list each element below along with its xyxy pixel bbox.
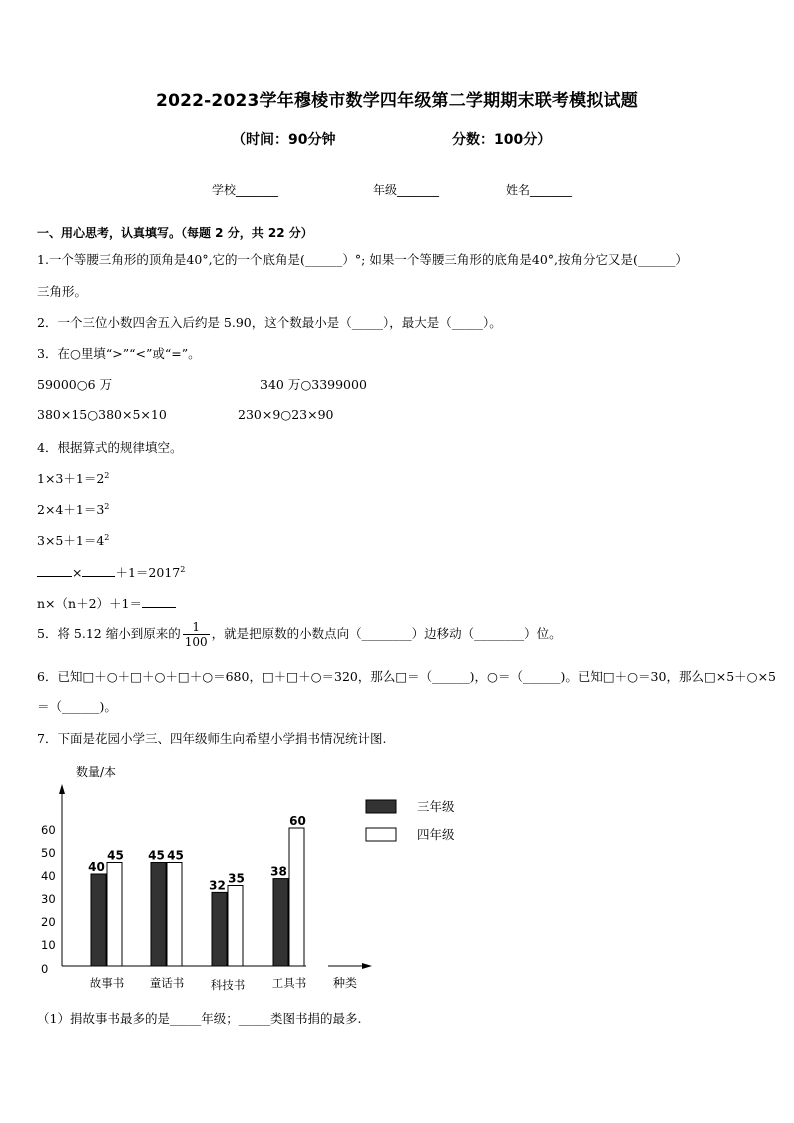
bar <box>273 879 288 966</box>
y-axis-label: 数量/本 <box>76 765 117 779</box>
y-tick-label: 60 <box>41 823 56 837</box>
question-7: 7．下面是花园小学三、四年级师生向希望小学捐书情况统计图. <box>37 731 387 746</box>
y-tick-label: 40 <box>41 869 56 883</box>
y-tick-label: 10 <box>41 938 56 952</box>
pattern-row-2: $2\times 4+1=3^2$ <box>37 501 110 517</box>
data-label: 45 <box>167 848 184 863</box>
bar <box>228 886 243 967</box>
legend-label: 四年级 <box>417 827 455 842</box>
question-6-line1: 6．已知□＋○＋□＋○＋□＋○＝680，□＋□＋○＝320，那么□＝（______)，○＝（______)。已知□＋○＝30，那么□×5＋○×5 <box>37 669 777 684</box>
y-tick-label: 20 <box>41 915 56 929</box>
bar <box>91 874 106 966</box>
school-field[interactable]: 学校_______ <box>212 183 279 197</box>
data-label: 60 <box>289 814 306 828</box>
bar <box>107 863 122 967</box>
exam-score: 分数：100分） <box>452 132 552 148</box>
pattern-row-4: × $+1=2017^2$ <box>37 563 185 581</box>
question-1-line1: 1.一个等腰三角形的顶角是40°,它的一个底角是(______）°; 如果一个等腰三角形的底角是40°,按角分它又是(______） <box>37 252 688 267</box>
answer-blank[interactable] <box>37 564 72 577</box>
exam-time: （时间：90分钟 <box>232 132 336 148</box>
data-label: 40 <box>88 860 105 874</box>
x-axis-gap <box>306 964 328 968</box>
bar <box>212 892 227 966</box>
data-label: 45 <box>148 848 165 863</box>
question-3c: 380×15○380×5×10 <box>37 407 167 422</box>
pattern-row-1: $1\times 3+1=2^2$ <box>37 470 110 486</box>
y-axis-arrow <box>59 784 65 794</box>
category-label: 工具书 <box>271 976 307 990</box>
data-label: 35 <box>228 871 245 886</box>
name-field[interactable]: 姓名_______ <box>506 183 573 197</box>
data-label: 45 <box>107 848 124 863</box>
data-label: 32 <box>209 878 226 893</box>
answer-blank[interactable] <box>142 595 176 608</box>
question-3: 3．在○里填“>”“<”或“=”。 <box>37 346 201 361</box>
grade-field[interactable]: 年级_______ <box>373 183 440 197</box>
question-3b: 340 万○3399000 <box>260 377 367 392</box>
y-tick-label: 50 <box>41 846 56 860</box>
question-6-line2: ＝（______)。 <box>37 699 117 714</box>
data-label: 38 <box>270 864 287 879</box>
question-2: 2．一个三位小数四舍五入后约是 5.90，这个数最小是（_____），最大是（_____）。 <box>37 315 502 330</box>
answer-blank[interactable] <box>82 564 115 577</box>
section-heading: 一、用心思考，认真填写。（每题 2 分，共 22 分） <box>37 226 313 240</box>
bar <box>151 863 166 967</box>
pattern-row-5: n×（n＋2）＋1＝ <box>37 594 176 612</box>
bar <box>167 863 182 967</box>
legend-swatch <box>366 828 396 841</box>
x-axis-label: 种类 <box>333 976 358 990</box>
pattern-row-3: $3\times 5+1=4^2$ <box>37 532 110 548</box>
question-3a: 59000○6 万 <box>37 377 113 392</box>
category-label: 科技书 <box>210 978 246 992</box>
legend-swatch <box>366 800 396 813</box>
y-tick-label: 30 <box>41 892 56 906</box>
question-5: 5．将 5.12 缩小到原来的 $\frac{1}{100}$ ，就是把原数的小数点向（________）边移动（________）位。 <box>37 620 562 649</box>
question-4: 4．根据算式的规律填空。 <box>37 440 183 455</box>
fraction: $\frac{1}{100}$ <box>184 620 208 649</box>
category-label: 童话书 <box>149 976 185 990</box>
x-axis-arrow <box>362 963 372 969</box>
category-label: 故事书 <box>89 976 125 990</box>
question-1-line2: 三角形。 <box>37 284 88 299</box>
legend-label: 三年级 <box>417 799 455 814</box>
question-3d: 230×9○23×90 <box>238 407 334 422</box>
y-tick-label: 0 <box>41 962 49 976</box>
bar <box>289 828 304 966</box>
page-title: 2022-2023学年穆棱市数学四年级第二学期期末联考模拟试题 <box>156 91 638 111</box>
question-7-sub1: （1）捐故事书最多的是_____年级；_____类图书捐的最多. <box>37 1011 362 1026</box>
